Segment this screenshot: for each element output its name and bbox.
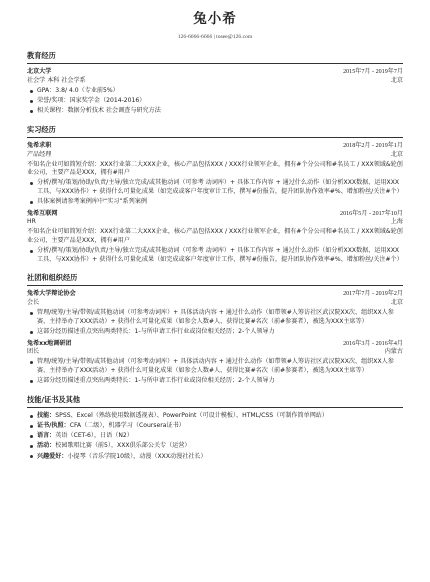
job-role: HR bbox=[27, 218, 36, 226]
skill-value: 英语（CET-6），日语（N2） bbox=[55, 432, 133, 440]
list-item bbox=[27, 442, 403, 451]
skill-label: 活动： bbox=[37, 442, 56, 450]
skill-value: CFA（二级），机器学习（Coursera证书） bbox=[69, 422, 185, 430]
education-date: 2015年7月 - 2019年7月 bbox=[343, 69, 403, 76]
education-title: 教育经历 bbox=[27, 51, 403, 64]
skill-label: 语言： bbox=[37, 432, 56, 440]
job-entry bbox=[27, 210, 403, 264]
list-item: GPA：3.8/ 4.0（专业前5%） bbox=[27, 87, 403, 96]
org-bullets bbox=[27, 358, 403, 385]
education-bullets bbox=[27, 87, 403, 116]
degree: 社会学 本科 社会学系 bbox=[27, 77, 86, 85]
company-intro: 不知名企业可如简短介绍：XXX行业第二大XXX企业，核心产品包括XXX / XXX行业领军企业，拥有#个分公司和#名员工 / XXX领域&轮创业公司，主要产品是XXX，拥有#用户 bbox=[27, 160, 403, 177]
job-location: 北京 bbox=[390, 150, 403, 158]
education-location: 北京 bbox=[390, 77, 403, 85]
internship-section bbox=[27, 125, 403, 264]
job-location: 上海 bbox=[390, 218, 403, 226]
list-item: 管理/统筹/主导/带领/或其他动词（可参考动词库）+ 具体活动内容 + 通过什么动作（如带领#人筹访社区武汉院XX次、组织XX人参赛、主持举办了XXX活动）+ 获得什么可量化成果（如参会人数#人、获得比赛#名次（前#参赛者），被选为XXX主席等） bbox=[27, 309, 403, 326]
list-item: 分析/撰写/策划/协助/负责/主导/独立完成/或其他动词（可参考 动词库）+ 具体工作内容 + 通过什么动作（如分析XXX数据、运用XXX 工具、与XXX协作）+ 获得什么可量化成果（如完成或客户年度审计工作，撰写#份报告，提升团队协作效率#%、增加粉丝/关注#个） bbox=[27, 247, 403, 264]
skills-list bbox=[27, 412, 403, 461]
candidate-name: 兔小希 bbox=[193, 11, 237, 27]
org-date: 2016年3月 - 2016年4月 bbox=[343, 340, 403, 347]
list-item: 具体案例请参考案例库中“实习”系列案例 bbox=[27, 198, 403, 207]
school-name: 北京大学 bbox=[27, 68, 52, 76]
list-item: 这部分经历描述重点突出两类特长：1-与所申请工作行业或岗位相关经历；2-个人领导力 bbox=[27, 328, 403, 337]
org-role: 会长 bbox=[27, 299, 40, 307]
list-item: 管理/统筹/主导/带领/或其他动词（可参考动词库）+ 具体活动内容 + 通过什么动作（如带领#人筹访社区武汉院XX次、组织XX人参赛、主持举办了XXX活动）+ 获得什么可量化成果（如参会人数#人、获得比赛#名次（前#参赛者），被选为XXX主席等） bbox=[27, 358, 403, 375]
company-name: 兔希互联网 bbox=[27, 209, 58, 217]
org-date: 2017年7月 - 2019年2月 bbox=[343, 291, 403, 298]
skill-label: 技能： bbox=[37, 412, 56, 419]
org-role: 团长 bbox=[27, 348, 40, 356]
skill-value: SPSS、Excel（熟练使用数据透视表）、PowerPoint（可设计模板）、HTML/CSS（可制作简单网站） bbox=[55, 412, 328, 419]
list-item: 相关课程：数据分析技术 社会调查与研究方法 bbox=[27, 107, 403, 116]
list-item: 荣誉/奖项：国家奖学金（2014-2016） bbox=[27, 97, 403, 106]
job-role: 产品经理 bbox=[27, 150, 52, 158]
job-bullets bbox=[27, 179, 403, 206]
org-location: 内蒙古 bbox=[384, 348, 403, 356]
education-section bbox=[27, 51, 403, 116]
company-intro: 不知名企业可如简短介绍：XXX行业第二大XXX企业，核心产品包括XXX / XXX行业领军企业，拥有#个分公司和#名员工 / XXX领域&轮创业公司，主要产品是XXX，拥有#用户 bbox=[27, 228, 403, 244]
list-item bbox=[27, 432, 403, 441]
org-location: 北京 bbox=[390, 299, 403, 307]
skills-title: 技能/证书及其他 bbox=[27, 395, 403, 408]
org-bullets bbox=[27, 309, 403, 336]
org-entry bbox=[27, 340, 403, 386]
skill-value: 校园歌唱比赛（前5），XXX俱乐部公关专（运营） bbox=[55, 442, 191, 450]
company-name: 兔希求职 bbox=[27, 142, 52, 150]
activities-title: 社团和组织经历 bbox=[27, 273, 403, 286]
contact-info: 126-6666-6666 | tosee@126.com bbox=[177, 34, 253, 41]
job-entry bbox=[27, 142, 403, 206]
list-item bbox=[27, 412, 403, 421]
skill-value: 小提琴（音乐学院10级），动漫（XXX动漫社社长） bbox=[67, 452, 207, 460]
activities-section bbox=[27, 273, 403, 386]
list-item bbox=[27, 453, 403, 462]
skill-label: 证书/执照： bbox=[37, 422, 70, 430]
job-date: 2016年5月 - 2017年10月 bbox=[340, 210, 403, 217]
list-item: 分析/撰写/策划/协助/负责/主导/独立完成/或其他动词（可参考 动词库）+ 具体工作内容 + 通过什么动作（如分析XXX数据、运用XXX 工具、与XXX协作）+ 获得什么可量化成果（如完成或客户年度审计工作，撰写#份报告，提升团队协作效率#%、增加粉丝/关注#个） bbox=[27, 179, 403, 196]
internship-title: 实习经历 bbox=[27, 125, 403, 138]
skill-label: 兴趣爱好： bbox=[37, 452, 68, 460]
org-entry bbox=[27, 290, 403, 336]
skills-section bbox=[27, 395, 403, 461]
list-item: 这部分经历描述重点突出两类特长：1-与所申请工作行业或岗位相关经历；2-个人领导力 bbox=[27, 377, 403, 386]
job-bullets bbox=[27, 247, 403, 264]
org-name: 兔希大学辩论协会 bbox=[27, 290, 76, 298]
org-name: 兔希xx地调研团 bbox=[27, 339, 72, 347]
job-date: 2018年2月 - 2019年1月 bbox=[343, 143, 403, 150]
list-item bbox=[27, 422, 403, 431]
